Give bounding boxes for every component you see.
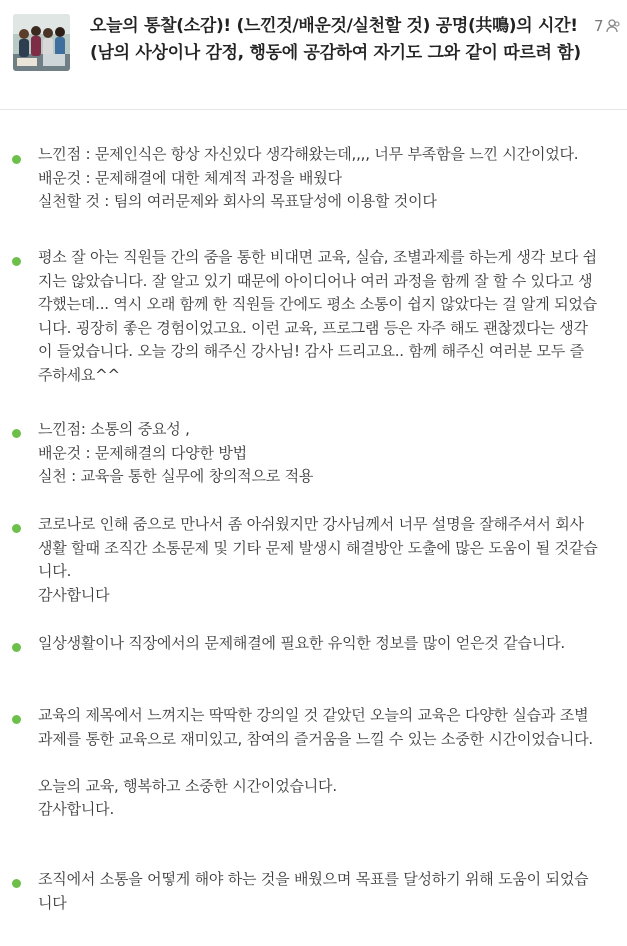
group-photo-thumbnail[interactable] [13, 14, 70, 71]
group-photo-icon [13, 14, 70, 71]
bullet-dot [12, 643, 21, 652]
bullet-dot [12, 155, 21, 164]
bullet-dot [12, 879, 21, 888]
bullet-dot [12, 429, 21, 438]
comment-text: 평소 잘 아는 직원들 간의 줌을 통한 비대면 교육, 실습, 조별과제를 하는게 생각 보다 쉽지는 않았습니다. 잘 알고 있기 때문에 아이디어나 여러 과정을 함께 잘 할 수 있다고 생각했는데... 역시 오래 함께 한 직원들 간에도 평소 소통이 쉽지 않았다는 걸 알게 되었습니다. 굉장히 좋은 경험이었고요. 이런 교육, 프로그램 등은 자주 해도 괜찮겠다는 생각이 들었습니다. 오늘 강의 해주신 강사님! 감사 드리고요.. 함께 해주신 여러분 모두 즐 주하세요^^ [38, 248, 597, 384]
people-icon [606, 18, 620, 34]
comment-text: 조직에서 소통을 어떻게 해야 하는 것을 배웠으며 목표를 달성하기 위해 도움이 되었습니다 [38, 870, 589, 912]
bullet-dot [12, 715, 21, 724]
comment-text: 일상생활이나 직장에서의 문제해결에 필요한 유익한 정보를 많이 얻은것 같습니다. [38, 634, 565, 652]
comment-count-value: 7 [594, 17, 604, 35]
comment-text: 교육의 제목에서 느껴지는 딱딱한 강의일 것 같았던 오늘의 교육은 다양한 실습과 조별 과제를 통한 교육으로 재미있고, 참여의 즐거움을 느낄 수 있는 소중한 시간이었습니다. 오늘의 교육, 행복하고 소중한 시간이었습니다. 감사합니다. [38, 706, 593, 818]
bullet-dot [12, 257, 21, 266]
post-header [0, 0, 627, 110]
comment-count[interactable] [594, 17, 620, 35]
bullet-dot [12, 524, 21, 533]
comment-text: 느낀점 : 문제인식은 항상 자신있다 생각해왔는데,,,, 너무 부족함을 느낀 시간이었다. 배운것 : 문제해결에 대한 체계적 과정을 배웠다 실천할 것 : 팀의 여러문제와 회사의 목표달성에 이용할 것이다 [38, 145, 579, 210]
post-title: 오늘의 통찰(소감)! (느낀것/배운것/실천할 것) 공명(共鳴)의 시간! (남의 사상이나 감정, 행동에 공감하여 자기도 그와 같이 따르려 함) [90, 16, 581, 63]
comment-text: 느낀점: 소통의 중요성 , 배운것 : 문제해결의 다양한 방법 실천 : 교육을 통한 실무에 창의적으로 적용 [38, 420, 314, 485]
comment-text: 코로나로 인해 줌으로 만나서 좀 아쉬웠지만 강사님께서 너무 설명을 잘해주셔서 회사 생활 할때 조직간 소통문제 및 기타 문제 발생시 해결방안 도출에 많은 도움이 될 것같습니다. 감사합니다 [38, 515, 598, 604]
